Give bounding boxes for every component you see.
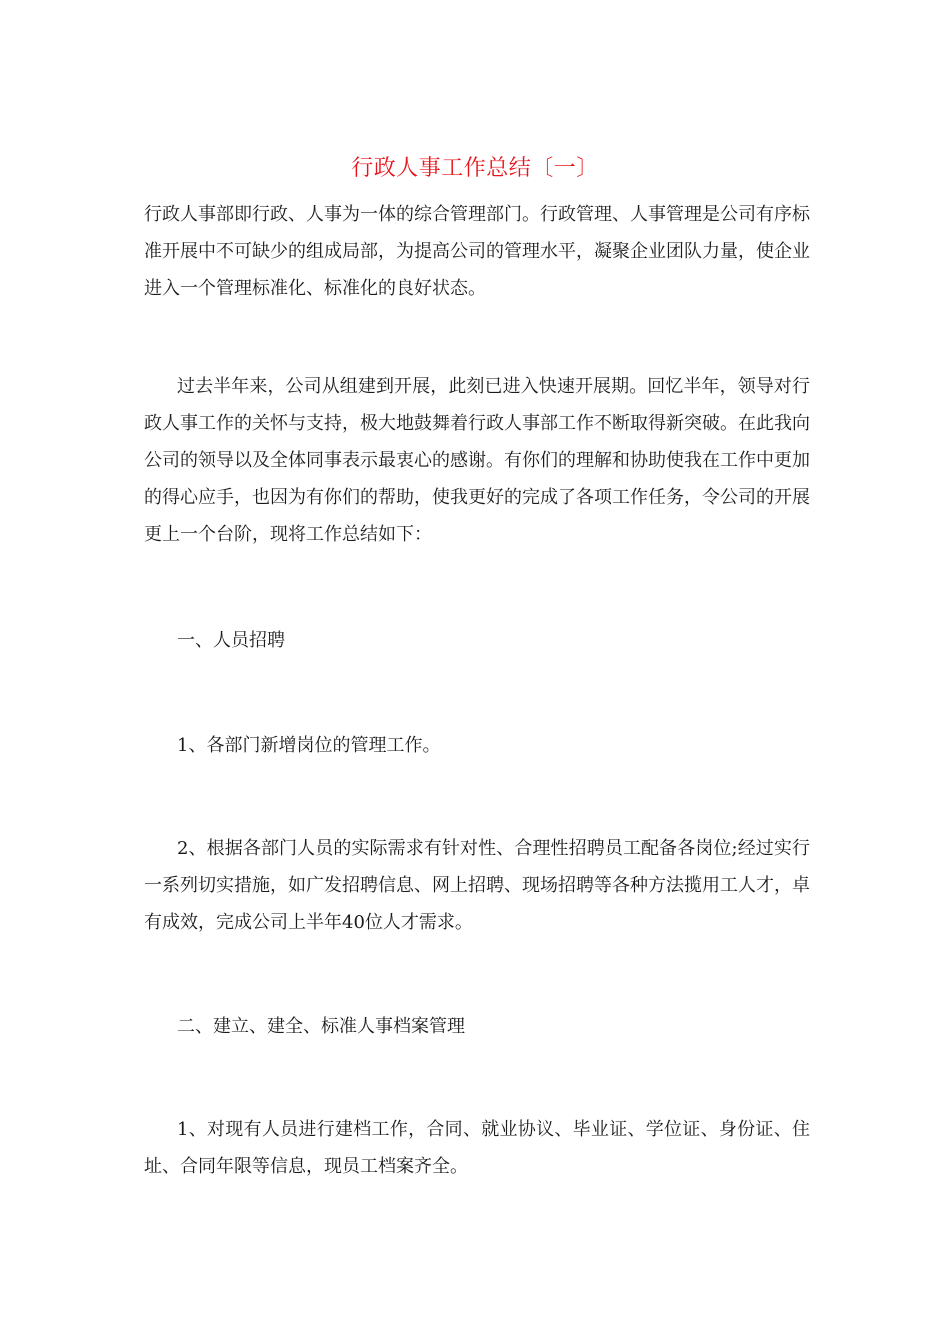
intro-paragraph: 行政人事部即行政、人事为一体的综合管理部门。行政管理、人事管理是公司有序标准开展中不可缺少的组成局部，为提高公司的管理水平，凝聚企业团队力量，使企业进入一个管理标准化、标准化的良好状态。 <box>144 204 810 299</box>
section-heading-archives: 二、建立、建全、标准人事档案管理 <box>177 1016 465 1037</box>
section-heading-recruitment: 一、人员招聘 <box>177 630 285 651</box>
list-item-2: 2、根据各部门人员的实际需求有针对性、合理性招聘员工配备各岗位;经过实行一系列切实措施，如广发招聘信息、网上招聘、现场招聘等各种方法揽用工人才，卓有成效，完成公司上半年40位人才需求。 <box>144 838 810 933</box>
summary-paragraph: 过去半年来，公司从组建到开展，此刻已进入快速开展期。回忆半年，领导对行政人事工作的关怀与支持，极大地鼓舞着行政人事部工作不断取得新突破。在此我向公司的领导以及全体同事表示最衷心的感谢。有你们的理解和协助使我在工作中更加的得心应手，也因为有你们的帮助，使我更好的完成了各项工作任务，令公司的开展更上一个台阶，现将工作总结如下： <box>144 376 810 545</box>
list-item-1: 1、各部门新增岗位的管理工作。 <box>177 735 441 756</box>
list-item-archives-1: 1、对现有人员进行建档工作，合同、就业协议、毕业证、学位证、身份证、住址、合同年限等信息，现员工档案齐全。 <box>144 1119 810 1177</box>
document-title: 行政人事工作总结〔一〕 <box>351 156 599 181</box>
